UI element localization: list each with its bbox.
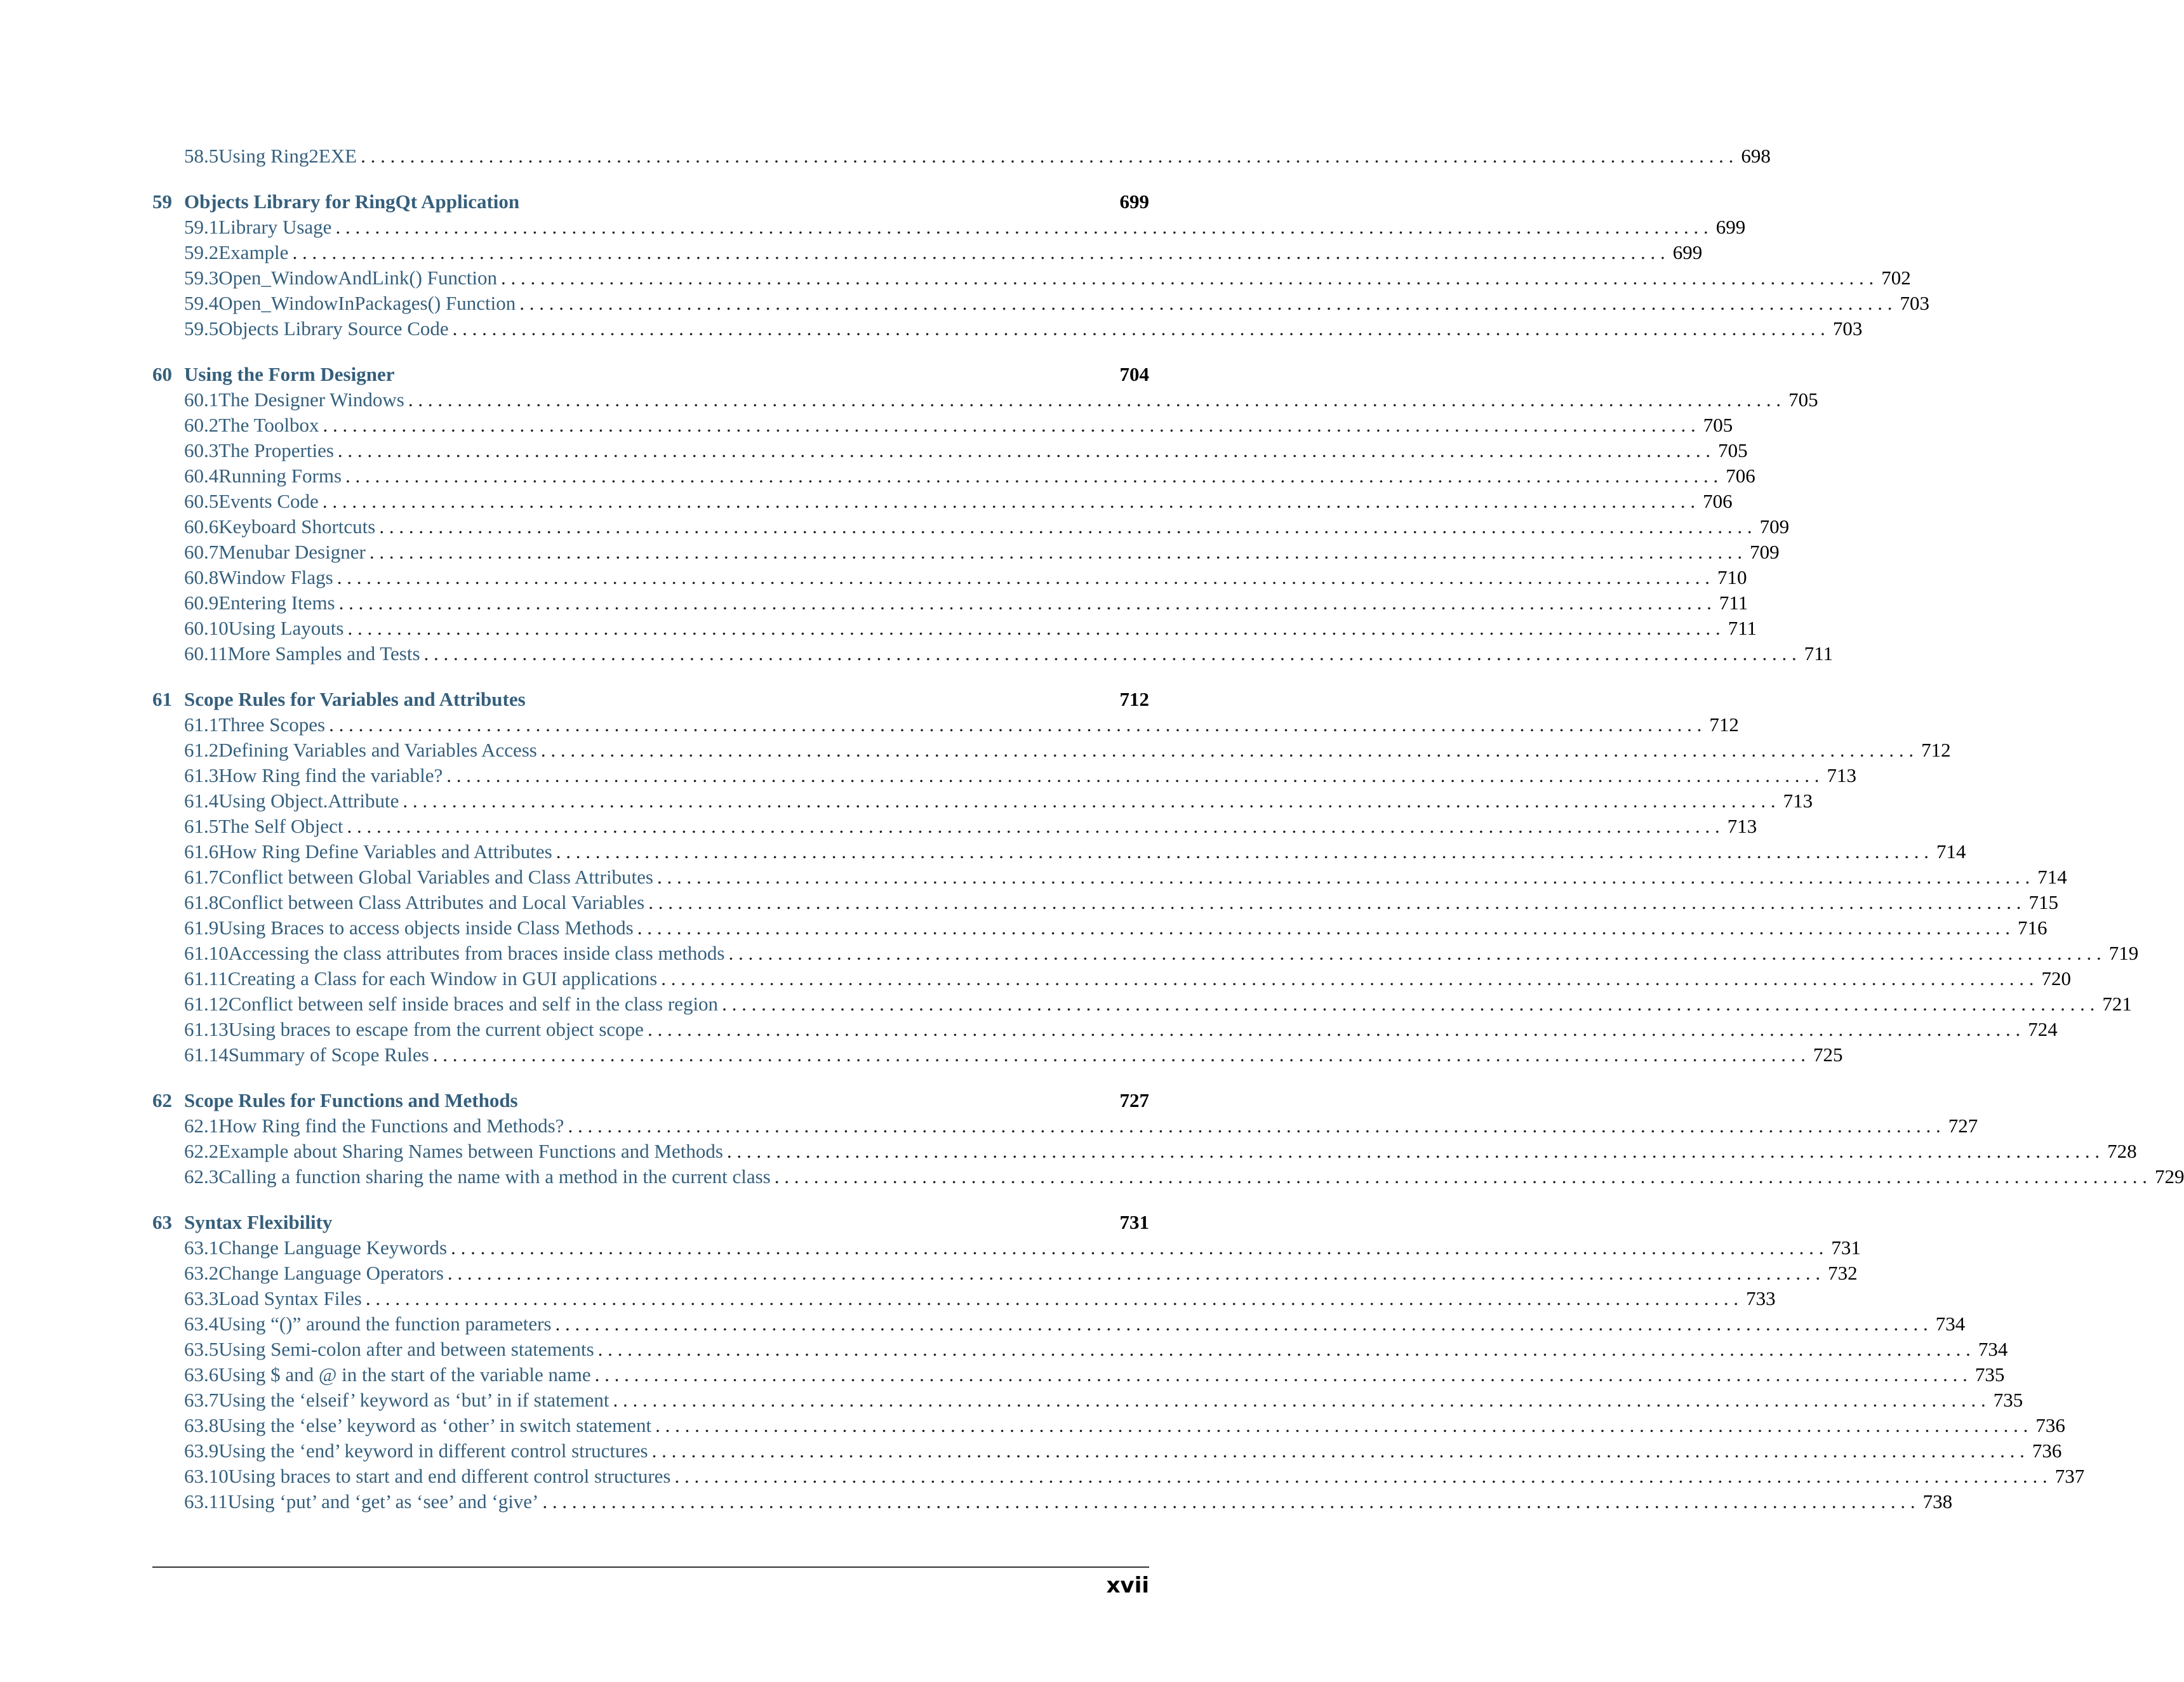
dot-leader: . . . . . . . . . . . . . . . . . . . . . . . . . . . . . . . . . . . . . . . . . . . . . . . . . . . . . . . . . . . . . . . . . . . . . . . . . . . . . . . . . . . . . . . . . . . . . . . . . . . . . . . . . . . . . . . . . . . . . . . . . . . . . . . . . . . . . . . . . . . .: [452, 317, 1825, 340]
section-number[interactable]: 61.1: [184, 713, 219, 736]
section-title-link[interactable]: Load Syntax Files: [218, 1287, 362, 1309]
section-page-number: 712: [1921, 739, 1951, 761]
chapter-entry[interactable]: [152, 362, 1149, 387]
section-entry[interactable]: [152, 1387, 2023, 1413]
chapter-title-link[interactable]: Scope Rules for Functions and Methods: [184, 1089, 518, 1111]
dot-leader: . . . . . . . . . . . . . . . . . . . . . . . . . . . . . . . . . . . . . . . . . . . . . . . . . . . . . . . . . . . . . . . . . . . . . . . . . . . . . . . . . . . . . . . . . . . . . . . . . . . . . . . . . . . . . . . . . . . . . . . . . . . . . . . . . . . . . . . . . . . .: [365, 1287, 1739, 1309]
footer-divider: [152, 1566, 1149, 1568]
section-title-link[interactable]: Example about Sharing Names between Functions and Methods: [218, 1140, 723, 1162]
section-page-number: 735: [1974, 1363, 2005, 1386]
section-entry[interactable]: [152, 1042, 1843, 1068]
section-number[interactable]: 58.5: [184, 145, 219, 167]
section-entry[interactable]: [152, 514, 1790, 540]
dot-leader: . . . . . . . . . . . . . . . . . . . . . . . . . . . . . . . . . . . . . . . . . . . . . . . . . . . . . . . . . . . . . . . . . . . . . . . . . . . . . . . . . . . . . . . . . . . . . . . . . . . . . . . . . . . . . . . . . . . . . . . . . . . . . . . . . . . . . . . . . . . .: [337, 439, 1711, 461]
section-entry[interactable]: [152, 215, 1746, 240]
section-page-number: 736: [2032, 1440, 2062, 1462]
section-title-link[interactable]: Change Language Operators: [218, 1262, 444, 1284]
section-page-number: 705: [1703, 414, 1733, 436]
section-page-number: 731: [1831, 1236, 1861, 1259]
section-page-number: 710: [1717, 566, 1747, 588]
section-entry[interactable]: [152, 712, 1739, 738]
dot-leader: . . . . . . . . . . . . . . . . . . . . . . . . . . . . . . . . . . . . . . . . . . . . . . . . . . . . . . . . . . . . . . . . . . . . . . . . . . . . . . . . . . . . . . . . . . . . . . . . . . . . . . . . . . . . . . . . . . . . . . . . . . . . . . . . . . . . . . . . . . . .: [613, 1389, 1986, 1411]
section-entry[interactable]: [152, 991, 2132, 1017]
section-number[interactable]: 59.5: [184, 317, 219, 340]
section-number[interactable]: 61.9: [184, 917, 219, 939]
section-entry[interactable]: [152, 1164, 2184, 1189]
section-number[interactable]: 63.5: [184, 1338, 219, 1360]
dot-leader: . . . . . . . . . . . . . . . . . . . . . . . . . . . . . . . . . . . . . . . . . . . . . . . . . . . . . . . . . . . . . . . . . . . . . . . . . . . . . . . . . . . . . . . . . . . . . . . . . . . . . . . . . . . . . . . . . . . . . . . . . . . . . . . . . . . . . . . . . . . .: [655, 1414, 2028, 1436]
section-page-number: 705: [1718, 439, 1748, 461]
section-title-link[interactable]: Menubar Designer: [218, 541, 366, 563]
chapter-number: 63: [152, 1211, 172, 1233]
section-title-link[interactable]: Three Scopes: [218, 713, 326, 736]
section-entry[interactable]: [152, 387, 1818, 413]
dot-leader: . . . . . . . . . . . . . . . . . . . . . . . . . . . . . . . . . . . . . . . . . . . . . . . . . . . . . . . . . . . . . . . . . . . . . . . . . . . . . . . . . . . . . . . . . . . . . . . . . . . . . . . . . . . . . . . . . . . . . . . . . . . . . . . . . . . . . . . . . . . .: [347, 815, 1720, 837]
section-title-link[interactable]: Using the ‘elseif’ keyword as ‘but’ in if statement: [218, 1389, 609, 1411]
dot-leader: . . . . . . . . . . . . . . . . . . . . . . . . . . . . . . . . . . . . . . . . . . . . . . . . . . . . . . . . . . . . . . . . . . . . . . . . . . . . . . . . . . . . . . . . . . . . . . . . . . . . . . . . . . . . . . . . . . . . . . . . . . . . . . . . . . . . . . . . . . . .: [329, 713, 1702, 736]
section-page-number: 703: [1832, 317, 1863, 340]
section-number[interactable]: 60.10: [184, 617, 229, 639]
section-entry[interactable]: [152, 814, 1757, 839]
section-page-number: 716: [2017, 917, 2048, 939]
dot-leader: . . . . . . . . . . . . . . . . . . . . . . . . . . . . . . . . . . . . . . . . . . . . . . . . . . . . . . . . . . . . . . . . . . . . . . . . . . . . . . . . . . . . . . . . . . . . . . . . . . . . . . . . . . . . . . . . . . . . . . . . . . . . . . . . . . . . . . . . . . . .: [651, 1440, 2025, 1462]
section-entry[interactable]: [152, 763, 1856, 788]
section-number[interactable]: 63.4: [184, 1313, 219, 1335]
dot-leader: . . . . . . . . . . . . . . . . . . . . . . . . . . . . . . . . . . . . . . . . . . . . . . . . . . . . . . . . . . . . . . . . . . . . . . . . . . . . . . . . . . . . . . . . . . . . . . . . . . . . . . . . . . . . . . . . . . . . . . . . . . . . . . . . . . . . . . . . . . . .: [446, 764, 1820, 786]
section-number[interactable]: 61.3: [184, 764, 219, 786]
section-page-number: 711: [1728, 617, 1757, 639]
dot-leader: . . . . . . . . . . . . . . . . . . . . . . . . . . . . . . . . . . . . . . . . . . . . . . . . . . . . . . . . . . . . . . . . . . . . . . . . . . . . . . . . . . . . . . . . . . . . . . . . . . . . . . . . . . . . . . . . . . . . . . . . . . . . . . . . . . . . . . . . . . . .: [594, 1363, 1968, 1386]
section-title-link[interactable]: Summary of Scope Rules: [228, 1043, 429, 1066]
section-page-number: 699: [1715, 216, 1746, 238]
section-entry[interactable]: [152, 788, 1813, 814]
section-title-link[interactable]: Keyboard Shortcuts: [218, 515, 376, 538]
section-number[interactable]: 63.9: [184, 1440, 219, 1462]
section-title-link[interactable]: Using “()” around the function parameters: [218, 1313, 552, 1335]
toc-chapter: [152, 143, 1771, 169]
section-number[interactable]: 61.11: [184, 967, 228, 990]
section-title-link[interactable]: Using the ‘end’ keyword in different control structures: [218, 1440, 648, 1462]
section-entry[interactable]: [152, 966, 2071, 991]
section-entry[interactable]: [152, 143, 1771, 169]
section-number[interactable]: 61.5: [184, 815, 219, 837]
section-entry[interactable]: [152, 240, 1703, 265]
dot-leader: . . . . . . . . . . . . . . . . . . . . . . . . . . . . . . . . . . . . . . . . . . . . . . . . . . . . . . . . . . . . . . . . . . . . . . . . . . . . . . . . . . . . . . . . . . . . . . . . . . . . . . . . . . . . . . . . . . . . . . . . . . . . . . . . . . . . . . . . . . . .: [322, 490, 1696, 512]
toc-chapter: [152, 1210, 2085, 1514]
section-page-number: 713: [1783, 790, 1813, 812]
section-entry[interactable]: [152, 641, 1834, 666]
section-number[interactable]: 61.14: [184, 1043, 229, 1066]
dot-leader: . . . . . . . . . . . . . . . . . . . . . . . . . . . . . . . . . . . . . . . . . . . . . . . . . . . . . . . . . . . . . . . . . . . . . . . . . . . . . . . . . . . . . . . . . . . . . . . . . . . . . . . . . . . . . . . . . . . . . . . . . . . . . . . . . . . . . . . . . . . .: [403, 790, 1776, 812]
chapter-number: 60: [152, 363, 172, 385]
section-page-number: 728: [2107, 1140, 2137, 1162]
section-entry[interactable]: [152, 1337, 2008, 1362]
toc-chapter: [152, 362, 1834, 666]
section-number[interactable]: 63.1: [184, 1236, 219, 1259]
dot-leader: . . . . . . . . . . . . . . . . . . . . . . . . . . . . . . . . . . . . . . . . . . . . . . . . . . . . . . . . . . . . . . . . . . . . . . . . . . . . . . . . . . . . . . . . . . . . . . . . . . . . . . . . . . . . . . . . . . . . . . . . . . . . . . . . . . . . . . . . . . . .: [335, 216, 1708, 238]
section-number[interactable]: 61.7: [184, 866, 219, 888]
dot-leader: . . . . . . . . . . . . . . . . . . . . . . . . . . . . . . . . . . . . . . . . . . . . . . . . . . . . . . . . . . . . . . . . . . . . . . . . . . . . . . . . . . . . . . . . . . . . . . . . . . . . . . . . . . . . . . . . . . . . . . . . . . . . . . . . . . . . . . . . . . . .: [661, 967, 2034, 990]
section-number[interactable]: 60.1: [184, 388, 219, 411]
section-entry[interactable]: [152, 489, 1733, 514]
section-number[interactable]: 63.6: [184, 1363, 219, 1386]
chapter-entry[interactable]: [152, 1210, 1149, 1235]
section-entry[interactable]: [152, 738, 1951, 763]
section-title-link[interactable]: The Toolbox: [218, 414, 319, 436]
section-page-number: 733: [1746, 1287, 1776, 1309]
section-number[interactable]: 63.3: [184, 1287, 219, 1309]
section-page-number: 711: [1719, 592, 1748, 614]
section-entry[interactable]: [152, 540, 1780, 565]
section-title-link[interactable]: Defining Variables and Variables Access: [218, 739, 537, 761]
dot-leader: . . . . . . . . . . . . . . . . . . . . . . . . . . . . . . . . . . . . . . . . . . . . . . . . . . . . . . . . . . . . . . . . . . . . . . . . . . . . . . . . . . . . . . . . . . . . . . . . . . . . . . . . . . . . . . . . . . . . . . . . . . . . . . . . . . . . . . . . . . . .: [323, 414, 1696, 436]
chapter-title-link[interactable]: Syntax Flexibility: [184, 1211, 333, 1233]
section-title-link[interactable]: The Designer Windows: [218, 388, 404, 411]
section-page-number: 699: [1672, 241, 1703, 263]
dot-leader: . . . . . . . . . . . . . . . . . . . . . . . . . . . . . . . . . . . . . . . . . . . . . . . . . . . . . . . . . . . . . . . . . . . . . . . . . . . . . . . . . . . . . . . . . . . . . . . . . . . . . . . . . . . . . . . . . . . . . . . . . . . . . . . . . . . . . . . . . . . .: [292, 241, 1665, 263]
section-page-number: 711: [1804, 642, 1834, 665]
section-number[interactable]: 61.10: [184, 942, 229, 964]
section-entry[interactable]: [152, 1139, 2137, 1164]
section-page-number: 714: [1936, 840, 1966, 863]
dot-leader: . . . . . . . . . . . . . . . . . . . . . . . . . . . . . . . . . . . . . . . . . . . . . . . . . . . . . . . . . . . . . . . . . . . . . . . . . . . . . . . . . . . . . . . . . . . . . . . . . . . . . . . . . . . . . . . . . . . . . . . . . . . . . . . . . . . . . . . . . . . .: [542, 1490, 1915, 1513]
section-title-link[interactable]: Change Language Keywords: [218, 1236, 448, 1259]
section-entry[interactable]: [152, 616, 1757, 641]
section-entry[interactable]: [152, 1413, 2065, 1438]
chapter-number: 59: [152, 190, 172, 213]
section-title-link[interactable]: Creating a Class for each Window in GUI applications: [227, 967, 658, 990]
chapter-page-number: 727: [1119, 1089, 1149, 1111]
section-number[interactable]: 61.6: [184, 840, 219, 863]
section-title-link[interactable]: Calling a function sharing the name with a method in the current class: [218, 1165, 771, 1188]
section-title-link[interactable]: Using Ring2EXE: [218, 145, 357, 167]
chapter-page-number: 704: [1119, 363, 1149, 385]
dot-leader: . . . . . . . . . . . . . . . . . . . . . . . . . . . . . . . . . . . . . . . . . . . . . . . . . . . . . . . . . . . . . . . . . . . . . . . . . . . . . . . . . . . . . . . . . . . . . . . . . . . . . . . . . . . . . . . . . . . . . . . . . . . . . . . . . . . . . . . . . . . .: [336, 566, 1710, 588]
section-number[interactable]: 60.4: [184, 465, 219, 487]
section-title-link[interactable]: Using ‘put’ and ‘get’ as ‘see’ and ‘give’: [227, 1490, 539, 1513]
dot-leader: . . . . . . . . . . . . . . . . . . . . . . . . . . . . . . . . . . . . . . . . . . . . . . . . . . . . . . . . . . . . . . . . . . . . . . . . . . . . . . . . . . . . . . . . . . . . . . . . . . . . . . . . . . . . . . . . . . . . . . . . . . . . . . . . . . . . . . . . . . . .: [408, 388, 1781, 411]
section-number[interactable]: 60.8: [184, 566, 219, 588]
section-title-link[interactable]: Conflict between self inside braces and self in the class region: [228, 993, 719, 1015]
section-number[interactable]: 60.3: [184, 439, 219, 461]
dot-leader: . . . . . . . . . . . . . . . . . . . . . . . . . . . . . . . . . . . . . . . . . . . . . . . . . . . . . . . . . . . . . . . . . . . . . . . . . . . . . . . . . . . . . . . . . . . . . . . . . . . . . . . . . . . . . . . . . . . . . . . . . . . . . . . . . . . . . . . . . . . .: [361, 145, 1734, 167]
section-number[interactable]: 62.1: [184, 1115, 219, 1137]
section-title-link[interactable]: How Ring find the Functions and Methods?: [218, 1115, 564, 1137]
dot-leader: . . . . . . . . . . . . . . . . . . . . . . . . . . . . . . . . . . . . . . . . . . . . . . . . . . . . . . . . . . . . . . . . . . . . . . . . . . . . . . . . . . . . . . . . . . . . . . . . . . . . . . . . . . . . . . . . . . . . . . . . . . . . . . . . . . . . . . . . . . . .: [647, 1018, 2021, 1040]
section-title-link[interactable]: Conflict between Class Attributes and Local Variables: [218, 891, 645, 913]
section-entry[interactable]: [152, 413, 1733, 438]
section-number[interactable]: 63.7: [184, 1389, 219, 1411]
dot-leader: . . . . . . . . . . . . . . . . . . . . . . . . . . . . . . . . . . . . . . . . . . . . . . . . . . . . . . . . . . . . . . . . . . . . . . . . . . . . . . . . . . . . . . . . . . . . . . . . . . . . . . . . . . . . . . . . . . . . . . . . . . . . . . . . . . . . . . . . . . . .: [500, 267, 1874, 289]
section-number[interactable]: 60.9: [184, 592, 219, 614]
section-title-link[interactable]: Entering Items: [218, 592, 335, 614]
chapter-title-link[interactable]: Objects Library for RingQt Application: [184, 190, 520, 213]
chapter-title-link[interactable]: Scope Rules for Variables and Attributes: [184, 688, 526, 710]
section-title-link[interactable]: The Properties: [218, 439, 334, 461]
section-entry[interactable]: [152, 864, 2067, 890]
dot-leader: . . . . . . . . . . . . . . . . . . . . . . . . . . . . . . . . . . . . . . . . . . . . . . . . . . . . . . . . . . . . . . . . . . . . . . . . . . . . . . . . . . . . . . . . . . . . . . . . . . . . . . . . . . . . . . . . . . . . . . . . . . . . . . . . . . . . . . . . . . . .: [674, 1465, 2048, 1487]
section-number[interactable]: 60.11: [184, 642, 228, 665]
dot-leader: . . . . . . . . . . . . . . . . . . . . . . . . . . . . . . . . . . . . . . . . . . . . . . . . . . . . . . . . . . . . . . . . . . . . . . . . . . . . . . . . . . . . . . . . . . . . . . . . . . . . . . . . . . . . . . . . . . . . . . . . . . . . . . . . . . . . . . . . . . . .: [657, 866, 2030, 888]
section-number[interactable]: 61.13: [184, 1018, 229, 1040]
section-number[interactable]: 59.3: [184, 267, 219, 289]
section-title-link[interactable]: How Ring find the variable?: [218, 764, 443, 786]
section-page-number: 735: [1993, 1389, 2023, 1411]
section-title-link[interactable]: Example: [218, 241, 289, 263]
section-page-number: 727: [1948, 1115, 1978, 1137]
dot-leader: . . . . . . . . . . . . . . . . . . . . . . . . . . . . . . . . . . . . . . . . . . . . . . . . . . . . . . . . . . . . . . . . . . . . . . . . . . . . . . . . . . . . . . . . . . . . . . . . . . . . . . . . . . . . . . . . . . . . . . . . . . . . . . . . . . . . . . . . . . . .: [728, 942, 2101, 964]
section-page-number: 709: [1759, 515, 1790, 538]
section-page-number: 714: [2037, 866, 2067, 888]
section-title-link[interactable]: Using $ and @ in the start of the variable name: [218, 1363, 591, 1386]
section-number[interactable]: 59.4: [184, 292, 219, 314]
section-page-number: 713: [1727, 815, 1757, 837]
section-number[interactable]: 62.2: [184, 1140, 219, 1162]
section-entry[interactable]: [152, 941, 2139, 966]
chapter-page-number: 731: [1119, 1211, 1149, 1233]
chapter-entry[interactable]: [152, 687, 1149, 712]
dot-leader: . . . . . . . . . . . . . . . . . . . . . . . . . . . . . . . . . . . . . . . . . . . . . . . . . . . . . . . . . . . . . . . . . . . . . . . . . . . . . . . . . . . . . . . . . . . . . . . . . . . . . . . . . . . . . . . . . . . . . . . . . . . . . . . . . . . . . . . . . . . .: [519, 292, 1893, 314]
section-page-number: 734: [1978, 1338, 2008, 1360]
section-title-link[interactable]: Accessing the class attributes from braces inside class methods: [228, 942, 725, 964]
dot-leader: . . . . . . . . . . . . . . . . . . . . . . . . . . . . . . . . . . . . . . . . . . . . . . . . . . . . . . . . . . . . . . . . . . . . . . . . . . . . . . . . . . . . . . . . . . . . . . . . . . . . . . . . . . . . . . . . . . . . . . . . . . . . . . . . . . . . . . . . . . . .: [722, 993, 2095, 1015]
section-page-number: 725: [1813, 1043, 1843, 1066]
dot-leader: . . . . . . . . . . . . . . . . . . . . . . . . . . . . . . . . . . . . . . . . . . . . . . . . . . . . . . . . . . . . . . . . . . . . . . . . . . . . . . . . . . . . . . . . . . . . . . . . . . . . . . . . . . . . . . . . . . . . . . . . . . . . . . . . . . . . . . . . . . . .: [568, 1115, 1941, 1137]
section-page-number: 736: [2035, 1414, 2065, 1436]
section-entry[interactable]: [152, 1261, 1858, 1286]
section-page-number: 720: [2041, 967, 2071, 990]
section-entry[interactable]: [152, 1438, 2062, 1464]
dot-leader: . . . . . . . . . . . . . . . . . . . . . . . . . . . . . . . . . . . . . . . . . . . . . . . . . . . . . . . . . . . . . . . . . . . . . . . . . . . . . . . . . . . . . . . . . . . . . . . . . . . . . . . . . . . . . . . . . . . . . . . . . . . . . . . . . . . . . . . . . . . .: [451, 1236, 1824, 1259]
dot-leader: . . . . . . . . . . . . . . . . . . . . . . . . . . . . . . . . . . . . . . . . . . . . . . . . . . . . . . . . . . . . . . . . . . . . . . . . . . . . . . . . . . . . . . . . . . . . . . . . . . . . . . . . . . . . . . . . . . . . . . . . . . . . . . . . . . . . . . . . . . . .: [345, 465, 1719, 487]
section-entry[interactable]: [152, 890, 2058, 915]
section-number[interactable]: 60.5: [184, 490, 219, 512]
chapter-entry[interactable]: [152, 189, 1149, 215]
section-number[interactable]: 62.3: [184, 1165, 219, 1188]
section-entry[interactable]: [152, 1113, 1978, 1139]
section-number[interactable]: 60.2: [184, 414, 219, 436]
section-page-number: 709: [1750, 541, 1780, 563]
table-of-contents: [152, 143, 2184, 1514]
section-page-number: 724: [2028, 1018, 2058, 1040]
section-title-link[interactable]: Objects Library Source Code: [218, 317, 449, 340]
dot-leader: . . . . . . . . . . . . . . . . . . . . . . . . . . . . . . . . . . . . . . . . . . . . . . . . . . . . . . . . . . . . . . . . . . . . . . . . . . . . . . . . . . . . . . . . . . . . . . . . . . . . . . . . . . . . . . . . . . . . . . . . . . . . . . . . . . . . . . . . . . . .: [423, 642, 1797, 665]
dot-leader: . . . . . . . . . . . . . . . . . . . . . . . . . . . . . . . . . . . . . . . . . . . . . . . . . . . . . . . . . . . . . . . . . . . . . . . . . . . . . . . . . . . . . . . . . . . . . . . . . . . . . . . . . . . . . . . . . . . . . . . . . . . . . . . . . . . . . . . . . . . .: [338, 592, 1712, 614]
section-title-link[interactable]: Using braces to start and end different control structures: [228, 1465, 671, 1487]
page-number-label: xvii: [1106, 1573, 1149, 1598]
section-page-number: 698: [1741, 145, 1771, 167]
section-number[interactable]: 60.6: [184, 515, 219, 538]
section-entry[interactable]: [152, 915, 2048, 941]
section-page-number: 702: [1881, 267, 1911, 289]
dot-leader: . . . . . . . . . . . . . . . . . . . . . . . . . . . . . . . . . . . . . . . . . . . . . . . . . . . . . . . . . . . . . . . . . . . . . . . . . . . . . . . . . . . . . . . . . . . . . . . . . . . . . . . . . . . . . . . . . . . . . . . . . . . . . . . . . . . . . . . . . . . .: [447, 1262, 1821, 1284]
section-number[interactable]: 59.2: [184, 241, 219, 263]
chapter-page-number: 699: [1119, 190, 1149, 213]
section-number[interactable]: 63.11: [184, 1490, 228, 1513]
section-entry[interactable]: [152, 438, 1748, 463]
chapter-title-link[interactable]: Using the Form Designer: [184, 363, 395, 385]
section-number[interactable]: 61.12: [184, 993, 229, 1015]
section-entry[interactable]: [152, 839, 1966, 864]
section-title-link[interactable]: Running Forms: [218, 465, 342, 487]
section-title-link[interactable]: Open_WindowInPackages() Function: [218, 292, 516, 314]
section-page-number: 721: [2102, 993, 2132, 1015]
section-page-number: 705: [1788, 388, 1818, 411]
section-number[interactable]: 61.4: [184, 790, 219, 812]
section-entry[interactable]: [152, 1235, 1861, 1261]
dot-leader: . . . . . . . . . . . . . . . . . . . . . . . . . . . . . . . . . . . . . . . . . . . . . . . . . . . . . . . . . . . . . . . . . . . . . . . . . . . . . . . . . . . . . . . . . . . . . . . . . . . . . . . . . . . . . . . . . . . . . . . . . . . . . . . . . . . . . . . . . . . .: [774, 1165, 2147, 1188]
dot-leader: . . . . . . . . . . . . . . . . . . . . . . . . . . . . . . . . . . . . . . . . . . . . . . . . . . . . . . . . . . . . . . . . . . . . . . . . . . . . . . . . . . . . . . . . . . . . . . . . . . . . . . . . . . . . . . . . . . . . . . . . . . . . . . . . . . . . . . . . . . . .: [648, 891, 2021, 913]
chapter-page-number: 712: [1119, 688, 1149, 710]
section-entry[interactable]: [152, 291, 1929, 316]
section-page-number: 713: [1827, 764, 1856, 786]
section-entry[interactable]: [152, 316, 1863, 341]
section-page-number: 706: [1726, 465, 1755, 487]
section-entry[interactable]: [152, 1464, 2085, 1489]
chapter-entry[interactable]: [152, 1088, 1149, 1113]
section-entry[interactable]: [152, 565, 1747, 590]
section-page-number: 729: [2154, 1165, 2184, 1188]
section-entry[interactable]: [152, 1286, 1776, 1311]
section-number[interactable]: 63.2: [184, 1262, 219, 1284]
section-page-number: 706: [1703, 490, 1733, 512]
section-page-number: 737: [2054, 1465, 2085, 1487]
section-number[interactable]: 63.8: [184, 1414, 219, 1436]
section-number[interactable]: 61.8: [184, 891, 219, 913]
section-page-number: 738: [1922, 1490, 1953, 1513]
section-title-link[interactable]: Using Layouts: [228, 617, 344, 639]
section-title-link[interactable]: Using the ‘else’ keyword as ‘other’ in switch statement: [218, 1414, 652, 1436]
section-entry[interactable]: [152, 265, 1911, 291]
section-page-number: 732: [1828, 1262, 1858, 1284]
dot-leader: . . . . . . . . . . . . . . . . . . . . . . . . . . . . . . . . . . . . . . . . . . . . . . . . . . . . . . . . . . . . . . . . . . . . . . . . . . . . . . . . . . . . . . . . . . . . . . . . . . . . . . . . . . . . . . . . . . . . . . . . . . . . . . . . . . . . . . . . . . . .: [555, 1313, 1928, 1335]
section-title-link[interactable]: Using Object.Attribute: [218, 790, 399, 812]
section-entry[interactable]: [152, 1362, 2005, 1387]
section-page-number: 719: [2108, 942, 2139, 964]
section-title-link[interactable]: Using braces to escape from the current object scope: [228, 1018, 644, 1040]
chapter-number: 61: [152, 688, 172, 710]
chapter-number: 62: [152, 1089, 172, 1111]
section-page-number: 734: [1935, 1313, 1966, 1335]
section-title-link[interactable]: The Self Object: [218, 815, 343, 837]
dot-leader: . . . . . . . . . . . . . . . . . . . . . . . . . . . . . . . . . . . . . . . . . . . . . . . . . . . . . . . . . . . . . . . . . . . . . . . . . . . . . . . . . . . . . . . . . . . . . . . . . . . . . . . . . . . . . . . . . . . . . . . . . . . . . . . . . . . . . . . . . . . .: [637, 917, 2010, 939]
dot-leader: . . . . . . . . . . . . . . . . . . . . . . . . . . . . . . . . . . . . . . . . . . . . . . . . . . . . . . . . . . . . . . . . . . . . . . . . . . . . . . . . . . . . . . . . . . . . . . . . . . . . . . . . . . . . . . . . . . . . . . . . . . . . . . . . . . . . . . . . . . . .: [379, 515, 1752, 538]
dot-leader: . . . . . . . . . . . . . . . . . . . . . . . . . . . . . . . . . . . . . . . . . . . . . . . . . . . . . . . . . . . . . . . . . . . . . . . . . . . . . . . . . . . . . . . . . . . . . . . . . . . . . . . . . . . . . . . . . . . . . . . . . . . . . . . . . . . . . . . . . . . .: [369, 541, 1743, 563]
dot-leader: . . . . . . . . . . . . . . . . . . . . . . . . . . . . . . . . . . . . . . . . . . . . . . . . . . . . . . . . . . . . . . . . . . . . . . . . . . . . . . . . . . . . . . . . . . . . . . . . . . . . . . . . . . . . . . . . . . . . . . . . . . . . . . . . . . . . . . . . . . . .: [726, 1140, 2100, 1162]
section-title-link[interactable]: How Ring Define Variables and Attributes: [218, 840, 552, 863]
dot-leader: . . . . . . . . . . . . . . . . . . . . . . . . . . . . . . . . . . . . . . . . . . . . . . . . . . . . . . . . . . . . . . . . . . . . . . . . . . . . . . . . . . . . . . . . . . . . . . . . . . . . . . . . . . . . . . . . . . . . . . . . . . . . . . . . . . . . . . . . . . . .: [347, 617, 1721, 639]
dot-leader: . . . . . . . . . . . . . . . . . . . . . . . . . . . . . . . . . . . . . . . . . . . . . . . . . . . . . . . . . . . . . . . . . . . . . . . . . . . . . . . . . . . . . . . . . . . . . . . . . . . . . . . . . . . . . . . . . . . . . . . . . . . . . . . . . . . . . . . . . . . .: [540, 739, 1914, 761]
toc-chapter: [152, 1088, 2184, 1189]
toc-chapter: [152, 687, 2139, 1068]
section-number[interactable]: 60.7: [184, 541, 219, 563]
section-title-link[interactable]: Library Usage: [218, 216, 332, 238]
section-entry[interactable]: [152, 1489, 1953, 1514]
section-page-number: 712: [1709, 713, 1739, 736]
section-page-number: 703: [1900, 292, 1929, 314]
section-title-link[interactable]: Open_WindowAndLink() Function: [218, 267, 497, 289]
toc-chapter: [152, 189, 1929, 341]
section-title-link[interactable]: Window Flags: [218, 566, 333, 588]
section-title-link[interactable]: Using Braces to access objects inside Class Methods: [218, 917, 634, 939]
section-title-link[interactable]: Conflict between Global Variables and Class Attributes: [218, 866, 653, 888]
section-number[interactable]: 59.1: [184, 216, 219, 238]
section-entry[interactable]: [152, 590, 1748, 616]
dot-leader: . . . . . . . . . . . . . . . . . . . . . . . . . . . . . . . . . . . . . . . . . . . . . . . . . . . . . . . . . . . . . . . . . . . . . . . . . . . . . . . . . . . . . . . . . . . . . . . . . . . . . . . . . . . . . . . . . . . . . . . . . . . . . . . . . . . . . . . . . . . .: [432, 1043, 1806, 1066]
section-number[interactable]: 61.2: [184, 739, 219, 761]
dot-leader: . . . . . . . . . . . . . . . . . . . . . . . . . . . . . . . . . . . . . . . . . . . . . . . . . . . . . . . . . . . . . . . . . . . . . . . . . . . . . . . . . . . . . . . . . . . . . . . . . . . . . . . . . . . . . . . . . . . . . . . . . . . . . . . . . . . . . . . . . . . .: [597, 1338, 1971, 1360]
section-page-number: 715: [2028, 891, 2058, 913]
section-entry[interactable]: [152, 1017, 2058, 1042]
dot-leader: . . . . . . . . . . . . . . . . . . . . . . . . . . . . . . . . . . . . . . . . . . . . . . . . . . . . . . . . . . . . . . . . . . . . . . . . . . . . . . . . . . . . . . . . . . . . . . . . . . . . . . . . . . . . . . . . . . . . . . . . . . . . . . . . . . . . . . . . . . . .: [556, 840, 1929, 863]
section-entry[interactable]: [152, 463, 1755, 489]
section-title-link[interactable]: Events Code: [218, 490, 319, 512]
section-entry[interactable]: [152, 1311, 1966, 1337]
section-title-link[interactable]: Using Semi-colon after and between statements: [218, 1338, 594, 1360]
section-title-link[interactable]: More Samples and Tests: [227, 642, 420, 665]
section-number[interactable]: 63.10: [184, 1465, 229, 1487]
